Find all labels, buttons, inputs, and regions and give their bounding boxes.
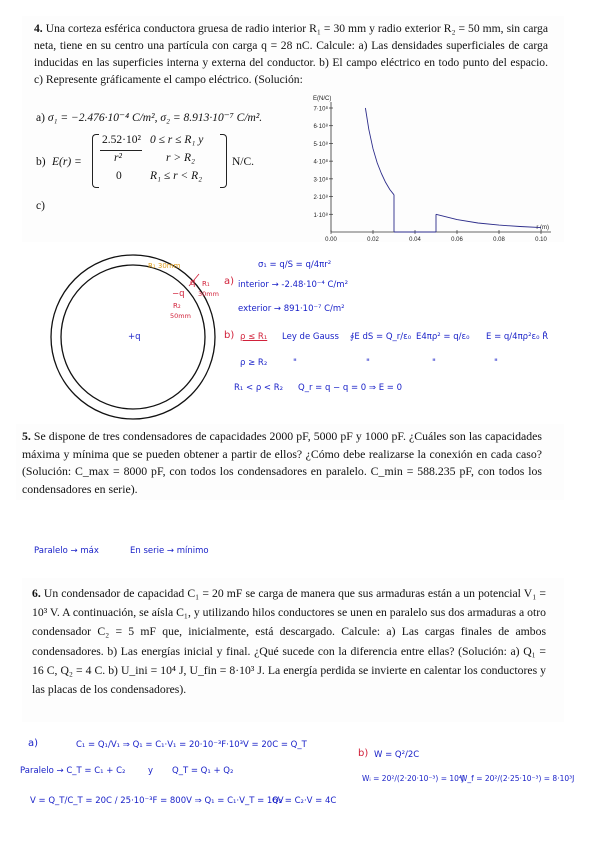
- solution-c-label: c): [36, 200, 45, 212]
- solution-a-label: a): [36, 112, 45, 124]
- solution-b-unit: N/C.: [232, 156, 255, 168]
- hw-b-label: b): [224, 330, 235, 341]
- hw-zero-field: Q_r = q − q = 0 ⇒ E = 0: [298, 383, 403, 393]
- problem-6-text: Un condensador de capacidad C₁ = 20 mF se carga de manera que sus armaduras están a un potencial V₁ = 10³ V. A continuación, se aísla C₁, y utilizando hilos conductores se unen en paralelo sus dos armaduras a otro condensador C₂ = 5 mF que, inicialmente, está descargado. Calcule: a) Las cargas finales de ambos condensadores. b) Las energías inicial y final. ¿Qué sucede con la diferencia entre ellas? (Solución: a) Q₁ = 16 C, Q₂ = 4 C. b) U_ini = 10⁴ J, U_fin = 8·10³ J. La energía perdida se invierte en calentar los conductores y las placas de los condensadores).: [32, 587, 547, 697]
- hw6-b-label: b): [358, 748, 369, 759]
- y-tick-label: 4·10⁸: [313, 159, 328, 166]
- hw6-a-label: a): [28, 738, 39, 749]
- hw-gauss: Ley de Gauss: [282, 332, 339, 342]
- hw-interior: interior → -2.48·10⁻⁴ C/m²: [238, 280, 348, 290]
- y-tick-label: 5·10⁸: [313, 141, 328, 148]
- shell-tag: R₁ 30mm: [148, 262, 181, 270]
- r2-label: R₂: [173, 302, 181, 310]
- center-charge: +q: [128, 332, 141, 342]
- x-tick-label: 0.10: [535, 237, 547, 243]
- y-tick-label: 3·10⁸: [313, 177, 328, 184]
- hw-series: En serie → mínimo: [130, 546, 209, 556]
- case-expr: 2.52·10²: [102, 134, 141, 146]
- hw6-wf: W_f = 20²/(2·25·10⁻³) = 8·10³J: [460, 774, 575, 783]
- hw-a-label: a): [224, 276, 235, 287]
- hw-ditto-1: ": [293, 358, 297, 368]
- solution-b-case-3: 0: [116, 170, 122, 182]
- fraction-bar: [100, 150, 142, 151]
- x-tick-label: 0.08: [493, 237, 505, 243]
- hw-flux: ∮E dS = Q_r/ε₀: [350, 332, 412, 342]
- solution-b-case-2: r²: [114, 152, 122, 164]
- series-line-1: [365, 108, 394, 195]
- electric-field-chart: [300, 94, 570, 246]
- r1-value: 30mm: [198, 290, 219, 298]
- hw6-line3-right: Q₂ = C₂·V = 4C: [272, 796, 337, 806]
- solution-b: [36, 134, 276, 194]
- hw-ditto-4: ": [494, 358, 498, 368]
- solution-b-lhs: E(r) =: [52, 156, 82, 168]
- hw-eq1: E4πρ² = q/ε₀: [416, 332, 470, 342]
- r2-value: 50mm: [170, 312, 191, 320]
- solution-b-case-1: [102, 134, 141, 146]
- solution-a: [36, 110, 262, 124]
- hw6-line1: C₁ = Q₁/V₁ ⇒ Q₁ = C₁·V₁ = 20·10⁻³F·10³V = 20C = Q_T: [76, 740, 307, 750]
- x-axis-label: r (m): [536, 225, 549, 231]
- solution-b-case-1-cond: 0 ≤ r ≤ R₁ y: [150, 134, 204, 146]
- hw6-wi: Wᵢ = 20²/(2·20·10⁻³) = 10⁴J: [362, 774, 465, 783]
- x-tick-label: 0.00: [325, 237, 337, 243]
- hw-ditto-2: ": [366, 358, 370, 368]
- problem-4-number: 4.: [34, 22, 43, 35]
- y-tick-label: 7·10⁸: [313, 106, 328, 113]
- r1-label: R₁: [202, 280, 210, 288]
- hw6-line2-left: Paralelo → C_T = C₁ + C₂: [20, 766, 126, 776]
- solution-b-case-2-cond: r > R₂: [166, 152, 196, 164]
- problem-6-statement: [32, 584, 546, 699]
- y-tick-label: 6·10⁸: [313, 124, 328, 131]
- x-tick-label: 0.04: [409, 237, 421, 243]
- hw6-line2-mid: y: [148, 766, 154, 776]
- solution-b-label: b): [36, 156, 46, 168]
- solution-b-case-3-cond: R₁ ≤ r < R₂: [150, 170, 203, 182]
- hw-parallel: Paralelo → máx: [34, 546, 99, 556]
- y-axis-label: E(N/C): [313, 96, 332, 102]
- problem-4-statement: [34, 20, 548, 88]
- x-tick-label: 0.06: [451, 237, 463, 243]
- hw-ditto-3: ": [432, 358, 436, 368]
- y-tick-label: 1·10⁸: [313, 212, 328, 219]
- outer-charge-label: q: [190, 278, 196, 288]
- hw6-w-def: W = Q²/2C: [374, 750, 420, 760]
- hw-sigma-def: σ₁ = q/S = q/4πr²: [258, 260, 332, 270]
- problem-4-text: Una corteza esférica conductora gruesa de radio interior R₁ = 30 mm y radio exterior R₂ = 50 mm, sin carga neta, tiene en su centro una partícula con carga q = 28 nC. Calcule: a) Las densidades superficiales de carga inducidas en las superficies interna y externa del conductor. b) El campo eléctrico en todo punto del espacio. c) Represente gráficamente el campo eléctrico. (Solución:: [34, 22, 548, 86]
- solution-b-brace-right: [220, 134, 227, 188]
- series-line-3: [436, 214, 541, 227]
- x-tick-label: 0.02: [367, 237, 379, 243]
- hw6-line2-right: Q_T = Q₁ + Q₂: [172, 766, 234, 776]
- problem-5-text: Se dispone de tres condensadores de capacidades 2000 pF, 5000 pF y 1000 pF. ¿Cuáles son las capacidades máxima y mínima que se pueden obtener a partir de ellos? ¿Cómo debe realizarse la conexión en cada caso? (Solución: C_max = 8000 pF, con todos los condensadores en paralelo. C_min = 588.235 pF, con todos los condensadores en serie).: [22, 429, 542, 496]
- hw-eq2: E = q/4πρ²ε₀ R̂: [486, 332, 549, 342]
- inner-charge-label: −q: [172, 289, 185, 299]
- solution-b-brace: [92, 134, 99, 188]
- hw-case2: ρ ≥ R₂: [240, 358, 268, 368]
- solution-a-sigmas: σ₁ = −2.476·10⁻⁴ C/m², σ₂ = 8.913·10⁻⁷ C/m².: [47, 112, 263, 124]
- problem-5-statement: [22, 428, 542, 498]
- problem-5-number: 5.: [22, 429, 31, 443]
- hw6-line3: V = Q_T/C_T = 20C / 25·10⁻³F = 800V ⇒ Q₁ = C₁·V_T = 16V: [30, 796, 284, 806]
- hw-exterior: exterior → 891·10⁻⁷ C/m²: [238, 304, 345, 314]
- hw-case3: R₁ < ρ < R₂: [234, 383, 284, 393]
- hw-case1: ρ ≤ R₁: [240, 332, 268, 342]
- y-tick-label: 2·10⁸: [313, 195, 328, 202]
- problem-6-number: 6.: [32, 587, 41, 600]
